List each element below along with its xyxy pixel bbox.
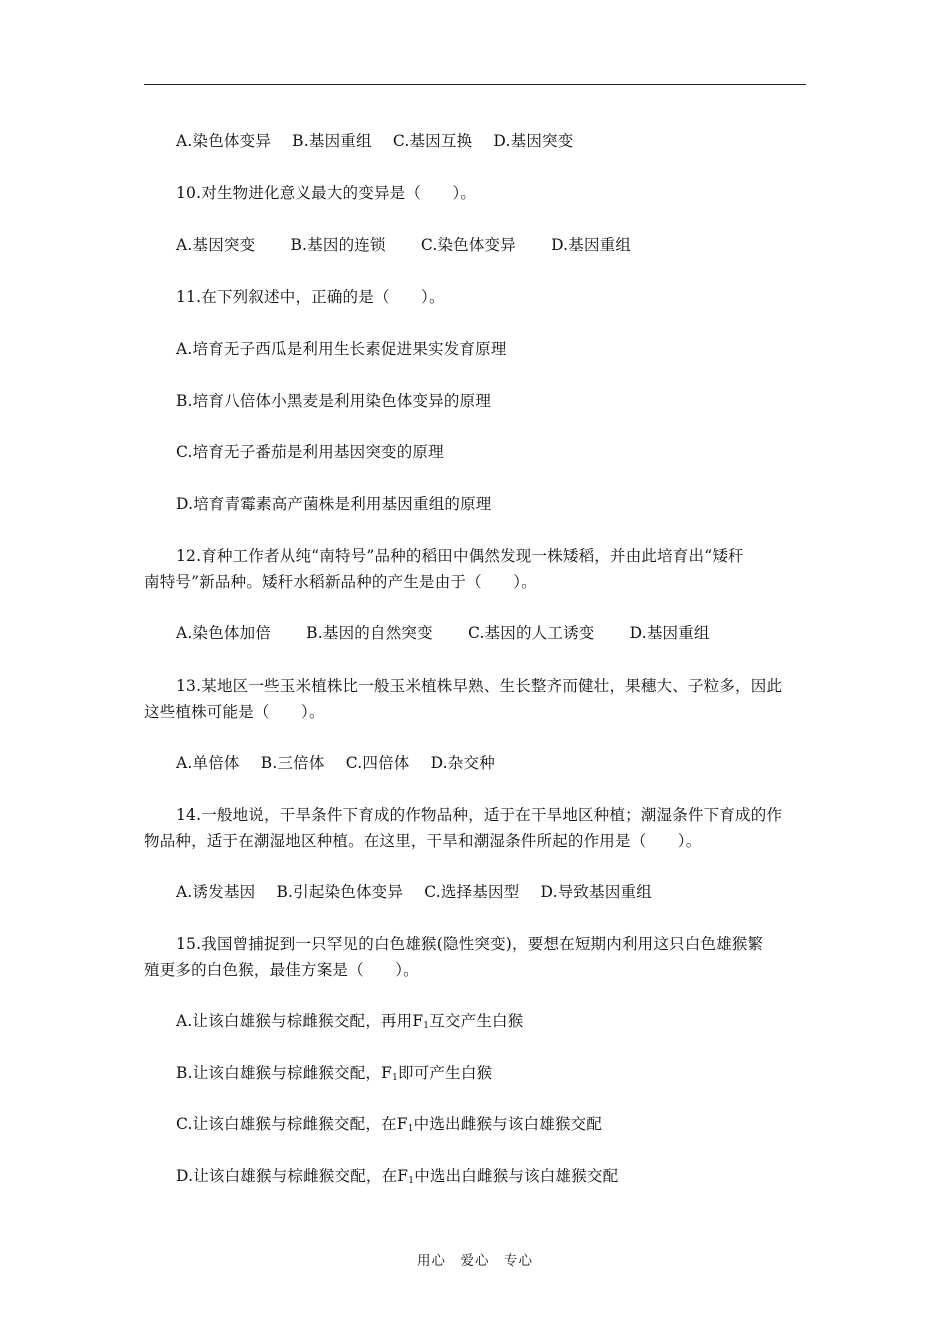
q15-option-a-post: 互交产生白猴 [429,1012,524,1030]
q10-option-c: C.染色体变异 [420,236,516,254]
q12-stem-line2: 南特号”新品种。矮秆水稻新品种的产生是由于（ ）。 [144,573,537,591]
q11-option-c: C.培育无子番茄是利用基因突变的原理 [176,443,444,461]
q12-option-c: C.基因的人工诱变 [467,624,595,642]
q13-option-d: D.杂交种 [430,754,495,772]
q9-options [176,131,573,151]
q9-option-c: C.基因互换 [392,132,473,150]
q15-option-d [176,1166,618,1191]
q13-options [176,753,495,773]
q15-option-a-pre: A.让该白雄猴与棕雌猴交配，再用F [176,1012,424,1030]
q9-option-b: B.基因重组 [292,132,372,150]
q10-options [176,235,631,255]
q15-option-d-post: 中选出白雌猴与该白雄猴交配 [414,1167,619,1185]
q10-option-a: A.基因突变 [176,236,256,254]
q15-option-c-post: 中选出雌猴与该白雄猴交配 [413,1115,603,1133]
q14-option-d: D.导致基因重组 [540,883,652,901]
q10-option-d: D.基因重组 [551,236,632,254]
page-footer: 用心 爱心 专心 [417,1253,533,1269]
q12-options [176,623,710,643]
q15-option-d-pre: D.让该白雄猴与棕雌猴交配，在F [176,1167,409,1185]
q11-stem: 11.在下列叙述中，正确的是（ ）。 [176,288,445,306]
header-rule [144,84,806,85]
q15-option-b-pre: B.让该白雄猴与棕雌猴交配，F [176,1064,393,1082]
q15-option-b-sub: 1 [392,1073,399,1083]
q13-stem-line2: 这些植株可能是（ ）。 [144,703,325,721]
q15-stem-line2: 殖更多的白色猴，最佳方案是（ ）。 [144,961,419,979]
q12-stem-line1: 12.育种工作者从纯“南特号”品种的稻田中偶然发现一株矮稻，并由此培育出“矮秆 [176,547,744,565]
q13-option-b: B.三倍体 [260,754,325,772]
q11-option-b: B.培育八倍体小黑麦是利用染色体变异的原理 [176,392,492,410]
q11-option-d: D.培育青霉素高产菌株是利用基因重组的原理 [176,495,492,513]
q12-option-a: A.染色体加倍 [176,624,272,642]
q15-option-a [176,1011,523,1036]
q15-option-a-sub: 1 [423,1021,430,1031]
q15-option-c-sub: 1 [407,1124,414,1134]
q10-option-b: B.基因的连锁 [290,236,386,254]
q13-option-c: C.四倍体 [345,754,410,772]
q15-option-c-pre: C.让该白雄猴与棕雌猴交配，在F [176,1115,408,1133]
q9-option-d: D.基因突变 [493,132,574,150]
q9-option-a: A.染色体变异 [176,132,272,150]
q11-option-a: A.培育无子西瓜是利用生长素促进果实发育原理 [176,340,507,358]
q12-option-d: D.基因重组 [629,624,710,642]
q14-stem-line2: 物品种，适于在潮湿地区种植。在这里，干旱和潮湿条件所起的作用是（ ）。 [144,832,702,850]
q14-stem-line1: 14.一般地说，干旱条件下育成的作物品种，适于在干旱地区种植；潮湿条件下育成的作 [176,806,783,824]
q15-option-b-post: 即可产生白猴 [398,1064,493,1082]
q14-option-c: C.选择基因型 [424,883,520,901]
q14-option-a: A.诱发基因 [176,883,256,901]
q14-options [176,882,652,902]
q15-option-c [176,1114,602,1139]
q10-stem: 10.对生物进化意义最大的变异是（ ）。 [176,184,477,202]
q15-option-b [176,1063,492,1088]
q15-stem-line1: 15.我国曾捕捉到一只罕见的白色雄猴(隐性突变)，要想在短期内利用这只白色雄猴繁 [176,935,764,953]
q12-option-b: B.基因的自然突变 [306,624,433,642]
q15-option-d-sub: 1 [408,1176,415,1186]
q13-stem-line1: 13.某地区一些玉米植株比一般玉米植株早熟、生长整齐而健壮，果穗大、子粒多，因此 [176,677,783,695]
q13-option-a: A.单倍体 [176,754,240,772]
q14-option-b: B.引起染色体变异 [276,883,404,901]
